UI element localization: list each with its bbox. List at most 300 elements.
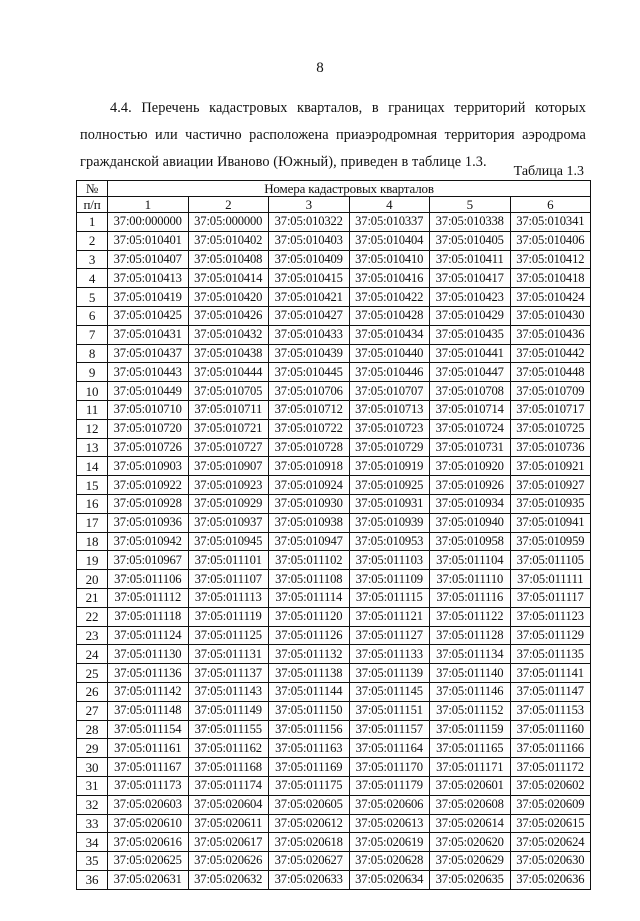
row-number: 11 <box>77 400 108 419</box>
cadastral-number-cell: 37:05:010706 <box>269 382 350 401</box>
cadastral-number-cell: 37:05:010959 <box>510 532 591 551</box>
cadastral-number-cell: 37:05:011112 <box>108 588 189 607</box>
table-row <box>77 532 591 551</box>
cadastral-number-cell: 37:05:010720 <box>108 419 189 438</box>
cadastral-number-cell: 37:05:011137 <box>188 664 269 683</box>
cadastral-number-cell: 37:05:010907 <box>188 457 269 476</box>
cadastral-number-cell: 37:05:020613 <box>349 814 430 833</box>
row-number: 16 <box>77 494 108 513</box>
row-number: 13 <box>77 438 108 457</box>
cadastral-number-cell: 37:05:020634 <box>349 870 430 889</box>
cadastral-number-cell: 37:05:011119 <box>188 607 269 626</box>
table-row <box>77 870 591 889</box>
cadastral-number-cell: 37:05:011102 <box>269 551 350 570</box>
cadastral-number-cell: 37:05:011164 <box>349 739 430 758</box>
cadastral-number-cell: 37:05:011157 <box>349 720 430 739</box>
cadastral-number-cell: 37:05:010448 <box>510 363 591 382</box>
cadastral-number-cell: 37:05:011171 <box>430 758 511 777</box>
cadastral-number-cell: 37:05:010439 <box>269 344 350 363</box>
table-row <box>77 419 591 438</box>
cadastral-number-cell: 37:05:010418 <box>510 269 591 288</box>
column-number: 3 <box>269 197 350 213</box>
table-row <box>77 400 591 419</box>
cadastral-number-cell: 37:05:011118 <box>108 607 189 626</box>
cadastral-number-cell: 37:05:011132 <box>269 645 350 664</box>
cadastral-number-cell: 37:05:010434 <box>349 325 430 344</box>
cadastral-number-cell: 37:05:011140 <box>430 664 511 683</box>
cadastral-number-cell: 37:05:010712 <box>269 400 350 419</box>
cadastral-number-cell: 37:05:010934 <box>430 494 511 513</box>
table-row <box>77 607 591 626</box>
cadastral-number-cell: 37:05:020615 <box>510 814 591 833</box>
row-number: 19 <box>77 551 108 570</box>
row-number: 22 <box>77 607 108 626</box>
cadastral-number-cell: 37:05:011104 <box>430 551 511 570</box>
cadastral-number-cell: 37:05:020627 <box>269 852 350 871</box>
cadastral-number-cell: 37:05:010918 <box>269 457 350 476</box>
row-number: 25 <box>77 664 108 683</box>
cadastral-number-cell: 37:05:011153 <box>510 701 591 720</box>
cadastral-number-cell: 37:05:010433 <box>269 325 350 344</box>
cadastral-number-cell: 37:05:010958 <box>430 532 511 551</box>
cadastral-number-cell: 37:05:010402 <box>188 231 269 250</box>
cadastral-number-cell: 37:05:010426 <box>188 306 269 325</box>
cadastral-number-cell: 37:05:011133 <box>349 645 430 664</box>
cadastral-number-cell: 37:05:010427 <box>269 306 350 325</box>
table-row <box>77 382 591 401</box>
cadastral-number-cell: 37:05:011156 <box>269 720 350 739</box>
cadastral-number-cell: 37:05:020626 <box>188 852 269 871</box>
cadastral-number-cell: 37:05:010414 <box>188 269 269 288</box>
row-number: 29 <box>77 739 108 758</box>
cadastral-number-cell: 37:05:010419 <box>108 288 189 307</box>
cadastral-number-cell: 37:05:011105 <box>510 551 591 570</box>
cadastral-number-cell: 37:05:011103 <box>349 551 430 570</box>
table-row <box>77 833 591 852</box>
table-row <box>77 795 591 814</box>
cadastral-number-cell: 37:05:011136 <box>108 664 189 683</box>
cadastral-number-cell: 37:05:011147 <box>510 682 591 701</box>
row-number: 31 <box>77 776 108 795</box>
cadastral-number-cell: 37:05:011173 <box>108 776 189 795</box>
row-number: 7 <box>77 325 108 344</box>
cadastral-number-cell: 37:05:010709 <box>510 382 591 401</box>
cadastral-number-cell: 37:05:011116 <box>430 588 511 607</box>
cadastral-number-cell: 37:05:010926 <box>430 476 511 495</box>
cadastral-number-cell: 37:05:010729 <box>349 438 430 457</box>
table-column-numbers-row <box>77 197 591 213</box>
table-row <box>77 720 591 739</box>
column-number: 6 <box>510 197 591 213</box>
cadastral-number-cell: 37:05:020625 <box>108 852 189 871</box>
cadastral-number-cell: 37:05:011107 <box>188 570 269 589</box>
cadastral-number-cell: 37:05:010708 <box>430 382 511 401</box>
cadastral-number-cell: 37:05:010717 <box>510 400 591 419</box>
cadastral-number-cell: 37:05:010410 <box>349 250 430 269</box>
cadastral-number-cell: 37:05:011175 <box>269 776 350 795</box>
cadastral-number-cell: 37:05:010726 <box>108 438 189 457</box>
cadastral-number-cell: 37:05:010401 <box>108 231 189 250</box>
cadastral-number-cell: 37:05:020601 <box>430 776 511 795</box>
header-group-title: Номера кадастровых кварталов <box>108 181 591 197</box>
cadastral-number-cell: 37:05:011145 <box>349 682 430 701</box>
cadastral-number-cell: 37:05:010711 <box>188 400 269 419</box>
cadastral-number-cell: 37:05:010931 <box>349 494 430 513</box>
cadastral-number-cell: 37:05:010727 <box>188 438 269 457</box>
cadastral-number-cell: 37:05:010337 <box>349 213 430 232</box>
cadastral-number-cell: 37:05:020602 <box>510 776 591 795</box>
cadastral-number-cell: 37:05:010411 <box>430 250 511 269</box>
page-number: 8 <box>316 60 324 76</box>
cadastral-number-cell: 37:05:011174 <box>188 776 269 795</box>
row-number: 5 <box>77 288 108 307</box>
cadastral-number-cell: 37:05:010922 <box>108 476 189 495</box>
header-num-sign: № <box>77 181 108 197</box>
cadastral-number-cell: 37:05:010924 <box>269 476 350 495</box>
row-number: 17 <box>77 513 108 532</box>
cadastral-number-cell: 37:05:011154 <box>108 720 189 739</box>
cadastral-number-cell: 37:05:020620 <box>430 833 511 852</box>
row-number: 2 <box>77 231 108 250</box>
cadastral-number-cell: 37:05:010935 <box>510 494 591 513</box>
cadastral-number-cell: 37:05:010929 <box>188 494 269 513</box>
cadastral-number-cell: 37:05:010731 <box>430 438 511 457</box>
cadastral-number-cell: 37:05:020619 <box>349 833 430 852</box>
cadastral-number-cell: 37:05:011120 <box>269 607 350 626</box>
row-number: 21 <box>77 588 108 607</box>
row-number: 30 <box>77 758 108 777</box>
row-number: 23 <box>77 626 108 645</box>
cadastral-number-cell: 37:05:011179 <box>349 776 430 795</box>
table-row <box>77 664 591 683</box>
cadastral-number-cell: 37:05:011141 <box>510 664 591 683</box>
cadastral-number-cell: 37:05:010903 <box>108 457 189 476</box>
cadastral-number-cell: 37:05:010446 <box>349 363 430 382</box>
table-row <box>77 852 591 871</box>
cadastral-number-cell: 37:05:020616 <box>108 833 189 852</box>
cadastral-number-cell: 37:05:011168 <box>188 758 269 777</box>
cadastral-number-cell: 37:05:010444 <box>188 363 269 382</box>
table-header-row <box>77 181 591 197</box>
row-number: 36 <box>77 870 108 889</box>
cadastral-number-cell: 37:05:011122 <box>430 607 511 626</box>
table-row <box>77 288 591 307</box>
table-row <box>77 758 591 777</box>
cadastral-number-cell: 37:05:011126 <box>269 626 350 645</box>
cadastral-number-cell: 37:05:011160 <box>510 720 591 739</box>
cadastral-quarters-table <box>76 180 591 890</box>
column-number: 1 <box>108 197 189 213</box>
cadastral-number-cell: 37:05:011148 <box>108 701 189 720</box>
row-number: 12 <box>77 419 108 438</box>
cadastral-number-cell: 37:05:010941 <box>510 513 591 532</box>
cadastral-number-cell: 37:05:010424 <box>510 288 591 307</box>
cadastral-number-cell: 37:05:020628 <box>349 852 430 871</box>
cadastral-number-cell: 37:05:010437 <box>108 344 189 363</box>
cadastral-number-cell: 37:05:010423 <box>430 288 511 307</box>
cadastral-number-cell: 37:05:010942 <box>108 532 189 551</box>
cadastral-number-cell: 37:05:010425 <box>108 306 189 325</box>
cadastral-number-cell: 37:05:011130 <box>108 645 189 664</box>
cadastral-number-cell: 37:05:010930 <box>269 494 350 513</box>
cadastral-number-cell: 37:05:011129 <box>510 626 591 645</box>
cadastral-number-cell: 37:05:010707 <box>349 382 430 401</box>
cadastral-number-cell: 37:05:010967 <box>108 551 189 570</box>
cadastral-number-cell: 37:05:010723 <box>349 419 430 438</box>
cadastral-number-cell: 37:05:010429 <box>430 306 511 325</box>
cadastral-number-cell: 37:05:011114 <box>269 588 350 607</box>
cadastral-number-cell: 37:05:010710 <box>108 400 189 419</box>
table-row <box>77 269 591 288</box>
row-number: 28 <box>77 720 108 739</box>
table-row <box>77 626 591 645</box>
cadastral-number-cell: 37:05:010412 <box>510 250 591 269</box>
table-row <box>77 250 591 269</box>
cadastral-number-cell: 37:05:010408 <box>188 250 269 269</box>
cadastral-number-cell: 37:05:020636 <box>510 870 591 889</box>
cadastral-number-cell: 37:05:011172 <box>510 758 591 777</box>
cadastral-number-cell: 37:05:010436 <box>510 325 591 344</box>
cadastral-number-cell: 37:05:010338 <box>430 213 511 232</box>
cadastral-number-cell: 37:05:010713 <box>349 400 430 419</box>
cadastral-number-cell: 37:05:010923 <box>188 476 269 495</box>
cadastral-number-cell: 37:05:011121 <box>349 607 430 626</box>
cadastral-number-cell: 37:05:011117 <box>510 588 591 607</box>
cadastral-number-cell: 37:05:000000 <box>188 213 269 232</box>
table-row <box>77 438 591 457</box>
cadastral-number-cell: 37:05:010447 <box>430 363 511 382</box>
table-row <box>77 457 591 476</box>
cadastral-number-cell: 37:05:011111 <box>510 570 591 589</box>
cadastral-number-cell: 37:05:011135 <box>510 645 591 664</box>
cadastral-number-cell: 37:05:011161 <box>108 739 189 758</box>
cadastral-number-cell: 37:05:010937 <box>188 513 269 532</box>
cadastral-number-cell: 37:05:020604 <box>188 795 269 814</box>
cadastral-number-cell: 37:05:010420 <box>188 288 269 307</box>
cadastral-number-cell: 37:05:011108 <box>269 570 350 589</box>
table-row <box>77 231 591 250</box>
cadastral-number-cell: 37:05:010322 <box>269 213 350 232</box>
cadastral-number-cell: 37:05:010725 <box>510 419 591 438</box>
table-row <box>77 344 591 363</box>
cadastral-number-cell: 37:05:011155 <box>188 720 269 739</box>
row-number: 15 <box>77 476 108 495</box>
cadastral-number-cell: 37:05:010728 <box>269 438 350 457</box>
cadastral-number-cell: 37:05:010440 <box>349 344 430 363</box>
table-body <box>77 181 591 890</box>
cadastral-number-cell: 37:05:010409 <box>269 250 350 269</box>
row-number: 35 <box>77 852 108 871</box>
table-row <box>77 645 591 664</box>
cadastral-number-cell: 37:05:011131 <box>188 645 269 664</box>
row-number: 1 <box>77 213 108 232</box>
cadastral-number-cell: 37:05:010417 <box>430 269 511 288</box>
cadastral-number-cell: 37:05:011142 <box>108 682 189 701</box>
cadastral-number-cell: 37:05:010421 <box>269 288 350 307</box>
cadastral-number-cell: 37:05:020632 <box>188 870 269 889</box>
cadastral-number-cell: 37:05:010403 <box>269 231 350 250</box>
cadastral-number-cell: 37:05:010939 <box>349 513 430 532</box>
table-caption: Таблица 1.3 <box>513 164 584 179</box>
cadastral-number-cell: 37:05:010919 <box>349 457 430 476</box>
cadastral-number-cell: 37:05:020608 <box>430 795 511 814</box>
cadastral-number-cell: 37:05:011123 <box>510 607 591 626</box>
row-number: 14 <box>77 457 108 476</box>
cadastral-number-cell: 37:05:010947 <box>269 532 350 551</box>
cadastral-number-cell: 37:05:010721 <box>188 419 269 438</box>
cadastral-number-cell: 37:05:011101 <box>188 551 269 570</box>
cadastral-number-cell: 37:05:010722 <box>269 419 350 438</box>
table-row <box>77 363 591 382</box>
cadastral-number-cell: 37:05:010724 <box>430 419 511 438</box>
cadastral-number-cell: 37:05:010705 <box>188 382 269 401</box>
cadastral-number-cell: 37:05:010441 <box>430 344 511 363</box>
cadastral-number-cell: 37:05:011138 <box>269 664 350 683</box>
table-row <box>77 213 591 232</box>
cadastral-number-cell: 37:05:010921 <box>510 457 591 476</box>
row-number: 8 <box>77 344 108 363</box>
cadastral-number-cell: 37:05:011115 <box>349 588 430 607</box>
cadastral-number-cell: 37:05:011165 <box>430 739 511 758</box>
table-row <box>77 814 591 833</box>
table-row <box>77 701 591 720</box>
cadastral-number-cell: 37:05:020605 <box>269 795 350 814</box>
cadastral-number-cell: 37:05:011169 <box>269 758 350 777</box>
cadastral-number-cell: 37:05:011134 <box>430 645 511 664</box>
row-number: 27 <box>77 701 108 720</box>
cadastral-number-cell: 37:05:011150 <box>269 701 350 720</box>
cadastral-number-cell: 37:05:020635 <box>430 870 511 889</box>
cadastral-number-cell: 37:05:011113 <box>188 588 269 607</box>
cadastral-number-cell: 37:05:011159 <box>430 720 511 739</box>
row-number: 33 <box>77 814 108 833</box>
row-number: 20 <box>77 570 108 589</box>
cadastral-number-cell: 37:05:010415 <box>269 269 350 288</box>
row-number: 3 <box>77 250 108 269</box>
table-row <box>77 682 591 701</box>
cadastral-number-cell: 37:05:010736 <box>510 438 591 457</box>
cadastral-number-cell: 37:05:020603 <box>108 795 189 814</box>
cadastral-number-cell: 37:05:011127 <box>349 626 430 645</box>
cadastral-number-cell: 37:05:020606 <box>349 795 430 814</box>
cadastral-number-cell: 37:05:010432 <box>188 325 269 344</box>
table-row <box>77 476 591 495</box>
cadastral-number-cell: 37:05:010449 <box>108 382 189 401</box>
cadastral-number-cell: 37:05:010416 <box>349 269 430 288</box>
table-row <box>77 776 591 795</box>
cadastral-number-cell: 37:05:011125 <box>188 626 269 645</box>
cadastral-number-cell: 37:05:011170 <box>349 758 430 777</box>
cadastral-number-cell: 37:05:020624 <box>510 833 591 852</box>
cadastral-number-cell: 37:05:010413 <box>108 269 189 288</box>
cadastral-number-cell: 37:05:010438 <box>188 344 269 363</box>
cadastral-number-cell: 37:05:010445 <box>269 363 350 382</box>
row-number: 26 <box>77 682 108 701</box>
cadastral-number-cell: 37:05:020618 <box>269 833 350 852</box>
cadastral-number-cell: 37:05:020629 <box>430 852 511 871</box>
cadastral-number-cell: 37:05:020630 <box>510 852 591 871</box>
cadastral-number-cell: 37:05:020633 <box>269 870 350 889</box>
cadastral-number-cell: 37:05:020610 <box>108 814 189 833</box>
cadastral-number-cell: 37:05:010435 <box>430 325 511 344</box>
cadastral-number-cell: 37:05:011162 <box>188 739 269 758</box>
cadastral-number-cell: 37:05:011163 <box>269 739 350 758</box>
table-row <box>77 739 591 758</box>
cadastral-number-cell: 37:05:010938 <box>269 513 350 532</box>
cadastral-number-cell: 37:05:010953 <box>349 532 430 551</box>
cadastral-number-cell: 37:05:011152 <box>430 701 511 720</box>
cadastral-number-cell: 37:05:010430 <box>510 306 591 325</box>
cadastral-number-cell: 37:05:011106 <box>108 570 189 589</box>
column-number: 5 <box>430 197 511 213</box>
cadastral-number-cell: 37:05:010422 <box>349 288 430 307</box>
cadastral-number-cell: 37:05:011109 <box>349 570 430 589</box>
cadastral-number-cell: 37:00:000000 <box>108 213 189 232</box>
row-number: 34 <box>77 833 108 852</box>
cadastral-number-cell: 37:05:020617 <box>188 833 269 852</box>
cadastral-number-cell: 37:05:010936 <box>108 513 189 532</box>
table-row <box>77 551 591 570</box>
row-number: 6 <box>77 306 108 325</box>
cadastral-number-cell: 37:05:020611 <box>188 814 269 833</box>
cadastral-number-cell: 37:05:010928 <box>108 494 189 513</box>
cadastral-number-cell: 37:05:010443 <box>108 363 189 382</box>
cadastral-number-cell: 37:05:010714 <box>430 400 511 419</box>
cadastral-number-cell: 37:05:011146 <box>430 682 511 701</box>
cadastral-number-cell: 37:05:010341 <box>510 213 591 232</box>
cadastral-number-cell: 37:05:011143 <box>188 682 269 701</box>
cadastral-number-cell: 37:05:010431 <box>108 325 189 344</box>
cadastral-number-cell: 37:05:010927 <box>510 476 591 495</box>
column-number: 2 <box>188 197 269 213</box>
row-number: 18 <box>77 532 108 551</box>
table-row <box>77 588 591 607</box>
cadastral-number-cell: 37:05:011151 <box>349 701 430 720</box>
column-number: 4 <box>349 197 430 213</box>
cadastral-number-cell: 37:05:010406 <box>510 231 591 250</box>
cadastral-number-cell: 37:05:011166 <box>510 739 591 758</box>
cadastral-number-cell: 37:05:010407 <box>108 250 189 269</box>
cadastral-number-cell: 37:05:010428 <box>349 306 430 325</box>
row-number: 9 <box>77 363 108 382</box>
cadastral-number-cell: 37:05:020609 <box>510 795 591 814</box>
cadastral-number-cell: 37:05:010925 <box>349 476 430 495</box>
row-number: 32 <box>77 795 108 814</box>
cadastral-number-cell: 37:05:011144 <box>269 682 350 701</box>
cadastral-number-cell: 37:05:010940 <box>430 513 511 532</box>
cadastral-number-cell: 37:05:020614 <box>430 814 511 833</box>
intro-paragraph: 4.4. Перечень кадастровых кварталов, в границах территорий которых полностью или частично расположена приаэродромная территория аэродрома гражданской авиации Иваново (Южный), приведен в таблице 1.3. <box>80 100 586 171</box>
cadastral-number-cell: 37:05:010404 <box>349 231 430 250</box>
table-row <box>77 570 591 589</box>
cadastral-number-cell: 37:05:011128 <box>430 626 511 645</box>
cadastral-number-cell: 37:05:010920 <box>430 457 511 476</box>
row-number: 10 <box>77 382 108 401</box>
cadastral-number-cell: 37:05:011167 <box>108 758 189 777</box>
table-row <box>77 494 591 513</box>
cadastral-number-cell: 37:05:011124 <box>108 626 189 645</box>
table-row <box>77 306 591 325</box>
row-number: 4 <box>77 269 108 288</box>
cadastral-number-cell: 37:05:010945 <box>188 532 269 551</box>
cadastral-number-cell: 37:05:011149 <box>188 701 269 720</box>
cadastral-number-cell: 37:05:010405 <box>430 231 511 250</box>
table-row <box>77 513 591 532</box>
cadastral-number-cell: 37:05:011139 <box>349 664 430 683</box>
cadastral-number-cell: 37:05:011110 <box>430 570 511 589</box>
cadastral-number-cell: 37:05:020612 <box>269 814 350 833</box>
cadastral-number-cell: 37:05:010442 <box>510 344 591 363</box>
